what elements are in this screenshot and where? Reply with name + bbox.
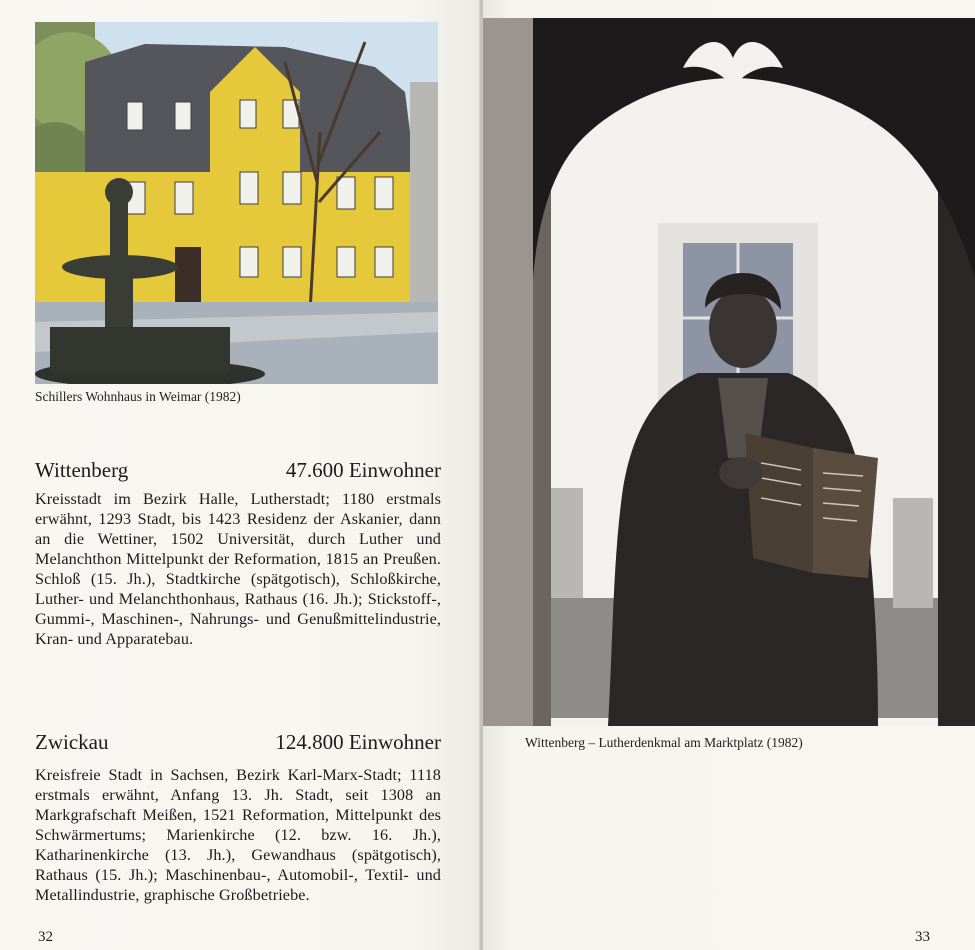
right-page xyxy=(483,0,975,950)
entry-heading-wittenberg xyxy=(35,458,441,483)
population: 124.800 Einwohner xyxy=(275,730,441,754)
page-number-left: 32 xyxy=(38,929,53,945)
photo-caption-left: Schillers Wohnhaus in Weimar (1982) xyxy=(35,389,241,404)
population: 47.600 Einwohner xyxy=(285,458,441,482)
left-page xyxy=(0,0,480,950)
city-name: Zwickau xyxy=(35,730,109,754)
entry-heading-zwickau xyxy=(35,730,441,755)
entry-text-zwickau: Kreisfreie Stadt in Sachsen, Bezirk Karl-Marx-Stadt; 1118 erstmals erwähnt, Anfang 13. Jh. Stadt, seit 1308 an Markgrafschaft Meißen, 1521 Reformation, Mittelpunkt des Schwärmertums; Marienkirche (12. bzw. 16. Jh.), Katharinenkirche (13. Jh.), Gewandhaus (spätgotisch), Rathaus (15. Jh.); Maschinenbau-, Automobil-, Textil- und Metallindustrie, graphische Großbetriebe. xyxy=(35,766,441,904)
entry-text-wittenberg: Kreisstadt im Bezirk Halle, Lutherstadt; 1180 erstmals erwähnt, 1293 Stadt, bis 1423 Residenz der Askanier, dann an die Wettiner, 1502 Universität, durch Luther und Melanchthon Mittelpunkt der Reformation, 1815 an Preußen. Schloß (15. Jh.), Stadtkirche (spätgotisch), Schloßkirche, Luther- und Melanchthonhaus, Rathaus (16. Jh.); Stickstoff-, Gummi-, Maschinen-, Nahrungs- und Genußmittelindustrie, Kran- und Apparatebau. xyxy=(35,490,441,648)
luther-monument-photo xyxy=(483,18,975,726)
schiller-house-photo xyxy=(35,22,438,384)
photo-caption-right: Wittenberg – Lutherdenkmal am Marktplatz (1982) xyxy=(525,735,803,750)
page-number-right: 33 xyxy=(915,929,930,945)
city-name: Wittenberg xyxy=(35,458,129,482)
